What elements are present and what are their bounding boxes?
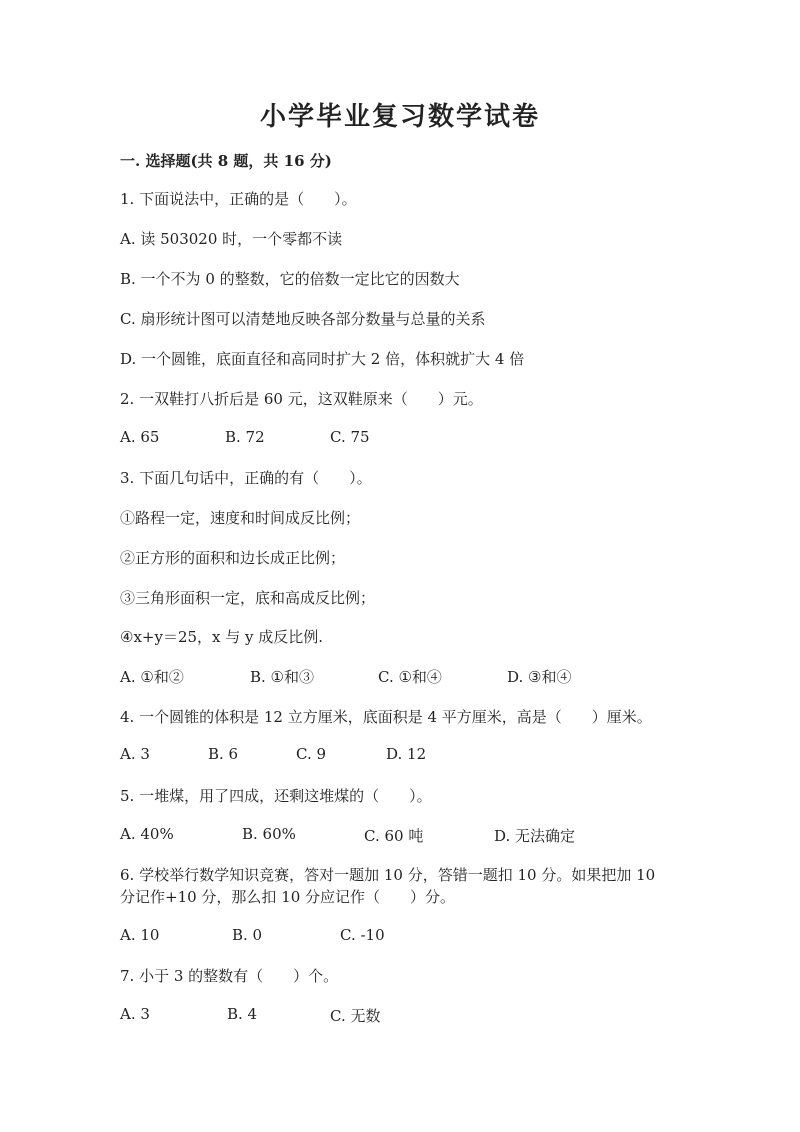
question-7-option-a: A. 3 (120, 1005, 150, 1023)
question-2-option-c: C. 75 (330, 428, 370, 446)
question-6-option-c: C. -10 (340, 926, 385, 944)
question-5-option-d: D. 无法确定 (494, 827, 576, 845)
question-3-option-d: D. ③和④ (507, 668, 572, 686)
question-3-stem: 3. 下面几句话中，正确的有（ ）。 (120, 469, 372, 487)
question-1-option-c: C. 扇形统计图可以清楚地反映各部分数量与总量的关系 (120, 310, 486, 328)
question-1-option-a: A. 读 503020 时，一个零都不读 (120, 230, 343, 248)
question-7-stem: 7. 小于 3 的整数有（ ）个。 (120, 967, 339, 985)
question-6-stem-line-1: 6. 学校举行数学知识竞赛，答对一题加 10 分，答错一题扣 10 分。如果把加 10 (120, 866, 656, 884)
question-3-option-c: C. ①和④ (378, 668, 442, 686)
question-3-option-a: A. ①和② (120, 668, 184, 686)
question-4-option-d: D. 12 (386, 745, 427, 763)
question-2-options (120, 428, 720, 448)
question-7-option-c: C. 无数 (330, 1007, 381, 1025)
page-title: 小学毕业复习数学试卷 (259, 102, 540, 132)
question-1-stem: 1. 下面说法中，正确的是（ ）。 (120, 190, 357, 208)
question-5-options (120, 825, 720, 845)
question-2-stem: 2. 一双鞋打八折后是 60 元，这双鞋原来（ ）元。 (120, 390, 483, 408)
question-4-option-b: B. 6 (208, 745, 239, 763)
question-3-statement-1: ①路程一定，速度和时间成反比例； (120, 509, 361, 527)
question-4-stem: 4. 一个圆锥的体积是 12 立方厘米，底面积是 4 平方厘米，高是（ ）厘米。 (120, 708, 652, 726)
question-5-option-c: C. 60 吨 (364, 827, 424, 845)
question-6-option-a: A. 10 (120, 926, 160, 944)
question-3-statement-2: ②正方形的面积和边长成正比例； (120, 549, 346, 567)
question-4-options (120, 745, 720, 765)
question-6-stem-line-2: 分记作+10 分，那么扣 10 分应记作（ ）分。 (120, 888, 456, 906)
question-3-statement-3: ③三角形面积一定，底和高成反比例； (120, 589, 376, 607)
question-4-option-c: C. 9 (296, 745, 327, 763)
question-7-option-b: B. 4 (227, 1005, 258, 1023)
question-3-options (120, 666, 720, 686)
question-6-options (120, 926, 720, 946)
question-1-option-d: D. 一个圆锥，底面直径和高同时扩大 2 倍，体积就扩大 4 倍 (120, 350, 525, 368)
question-3-option-b: B. ①和③ (250, 668, 315, 686)
question-3-statement-4: ④x+y＝25，x 与 y 成反比例. (120, 628, 324, 646)
question-1-option-b: B. 一个不为 0 的整数，它的倍数一定比它的因数大 (120, 270, 460, 288)
question-7-options (120, 1005, 720, 1025)
question-4-option-a: A. 3 (120, 745, 150, 763)
section-heading: 一. 选择题(共 8 题，共 16 分) (120, 152, 332, 170)
question-2-option-a: A. 65 (120, 428, 160, 446)
question-6-option-b: B. 0 (232, 926, 263, 944)
question-5-option-a: A. 40% (120, 825, 174, 843)
question-5-option-b: B. 60% (242, 825, 296, 843)
question-5-stem: 5. 一堆煤，用了四成，还剩这堆煤的（ ）。 (120, 787, 432, 805)
question-2-option-b: B. 72 (225, 428, 265, 446)
